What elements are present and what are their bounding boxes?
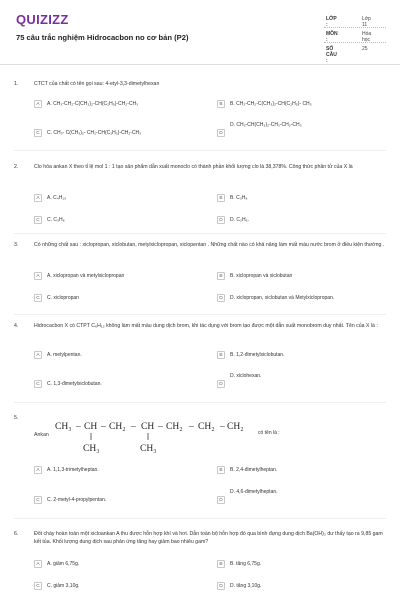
question-number: 3. [14, 242, 19, 248]
meta-divider [324, 42, 386, 43]
question-divider [14, 402, 386, 403]
option-letter-box[interactable]: B [217, 194, 225, 202]
option-text: C. C₃H₆ [47, 217, 65, 223]
option-letter-box[interactable]: D [217, 216, 225, 224]
question-divider [14, 150, 386, 151]
meta-class-value: Lớp 11 [362, 16, 371, 28]
option-text: A. metylpentan. [47, 352, 82, 358]
option-letter-box[interactable]: C [34, 294, 42, 302]
meta-count-label: SỐ CÂU : [326, 46, 337, 64]
option-letter-box[interactable]: A [34, 194, 42, 202]
meta-class-label: LỚP : [326, 16, 337, 28]
question-number: 1. [14, 81, 19, 87]
question-text: CTCT của chất có tên gọi sau: 4-etyl-3,3-dimetylhexan [34, 81, 160, 87]
formula-main-12: CH₂ [227, 422, 244, 432]
question-text: Đốt cháy hoàn toàn một xicloankan A thu được hỗn hợp khí và hơi. Dẫn toàn bộ hỗn hợp đó qua bình đựng dung dịch Ba(OH)₂ dư thấy tạo ra 9,85 gam kết tủa. Khối lượng dung dịch sau phản ứng tăng hay giảm bao nhiêu gam? [34, 531, 383, 545]
question-number: 5. [14, 415, 19, 421]
meta-divider [324, 27, 386, 28]
question-text: Hidrocacbon X có CTPT C₆H₁₂ không làm mất màu dung dịch brom, khi tác dụng với brom tạo được một dẫn xuất monobrom duy nhất. Tên của X là : [34, 323, 378, 329]
option-letter-box[interactable]: D [217, 496, 225, 504]
formula-main-1: – [76, 422, 81, 432]
option-letter-box[interactable]: C [34, 380, 42, 388]
option-text: D. tăng 3,10g. [230, 583, 262, 589]
option-text: B. tăng 6,75g. [230, 561, 262, 567]
option-text: D. xiclohexan. [230, 373, 262, 379]
formula-main-10: CH₂ [198, 422, 215, 432]
option-text: D. xiclopropan, xiclobutan và Metylxiclopropan. [230, 295, 335, 301]
formula-main-3: – [101, 422, 106, 432]
question-suffix: có tên là : [258, 430, 280, 436]
question-number: 6. [14, 531, 19, 537]
option-letter-box[interactable]: C [34, 216, 42, 224]
option-text: D. C₂H₆. [230, 217, 249, 223]
formula-branch-2: CH₃ [140, 444, 157, 454]
worksheet-title: 75 câu trắc nghiệm Hidrocacbon no cơ bản (P2) [16, 33, 189, 42]
option-text: A. xiclopropan và metylxiclopropan [47, 273, 125, 279]
formula-main-9: – [189, 422, 194, 432]
option-text: C. xiclopropan [47, 295, 79, 301]
formula-main-8: CH₂ [166, 422, 183, 432]
formula-main-4: CH₂ [109, 422, 126, 432]
app-logo: QUIZIZZ [16, 12, 69, 27]
option-letter-box[interactable]: C [34, 582, 42, 590]
option-letter-box[interactable]: D [217, 582, 225, 590]
option-letter-box[interactable]: C [34, 496, 42, 504]
option-text: A. C₄H₁₀ [47, 195, 67, 201]
structural-formula [55, 419, 295, 457]
structural-formula-svg [55, 419, 295, 457]
option-letter-box[interactable]: D [217, 129, 225, 137]
option-text: D. CH₃-CH(CH₃)₂-CH₂-CH₂-CH₃ [230, 122, 302, 128]
option-text: D. 4,6-đimetylheptan. [230, 489, 278, 495]
option-text: A. 1,1,3-trimetylheptan. [47, 467, 99, 473]
formula-main-2: CH [84, 422, 98, 432]
header-divider [0, 64, 400, 65]
option-text: B. 2,4-đimetylheptan. [230, 467, 278, 473]
option-text: C. giảm 3,10g. [47, 583, 80, 589]
formula-main-5: – [131, 422, 136, 432]
question-divider [14, 314, 386, 315]
option-text: B. xiclopropan và xiclobutan [230, 273, 293, 279]
option-letter-box[interactable]: A [34, 560, 42, 568]
question-text: Có những chất sau : xiclopropan, xiclobutan, metylxiclopropan, xiclopentan . Những chất nào có khả năng làm mất màu nước brom ở điều kiện thường . [34, 242, 385, 248]
option-text: B. 1,2-đimetylxiclobutan. [230, 352, 285, 358]
option-text: A. CH₃-CH₂-C(CH₃)₂-CH(C₂H₅)-CH₂-CH₃ [47, 101, 139, 107]
question-divider [14, 233, 386, 234]
meta-count-value: 25 [362, 46, 368, 52]
option-text: B. CH₃-CH₂-C(CH₃)₂-CH(C₂H₅)- CH₃ [230, 101, 312, 107]
formula-main-6: CH [141, 422, 155, 432]
formula-main-11: – [220, 422, 225, 432]
formula-branch-1: CH₃ [83, 444, 100, 454]
option-letter-box[interactable]: B [217, 100, 225, 108]
formula-main-0: CH₃ [55, 422, 72, 432]
option-text: A. giảm 6,75g. [47, 561, 80, 567]
formula-main-7: – [158, 422, 163, 432]
question-text: Clo hóa ankan X theo tỉ lệ mol 1 : 1 tạo sản phẩm dẫn xuất monoclo có thành phần khối lượng clo là 38,378%. Công thức phân tử của X là [34, 164, 353, 170]
option-text: B. C₃H₈ [230, 195, 248, 201]
option-letter-box[interactable]: D [217, 294, 225, 302]
option-text: C. 2-metyl-4-propylpentan. [47, 497, 107, 503]
question-divider [14, 518, 386, 519]
question-number: 4. [14, 323, 19, 329]
option-letter-box[interactable]: A [34, 100, 42, 108]
option-text: C. 1,3-đimetylxiclobutan. [47, 381, 102, 387]
option-letter-box[interactable]: B [217, 272, 225, 280]
option-letter-box[interactable]: A [34, 466, 42, 474]
option-letter-box[interactable]: B [217, 351, 225, 359]
meta-subject-label: MÔN : [326, 31, 338, 43]
option-letter-box[interactable]: B [217, 466, 225, 474]
option-letter-box[interactable]: C [34, 129, 42, 137]
option-letter-box[interactable]: A [34, 351, 42, 359]
question-prefix: Ankan [34, 432, 49, 438]
meta-subject-value: Hóa học [362, 31, 372, 43]
option-letter-box[interactable]: A [34, 272, 42, 280]
question-number: 2. [14, 164, 19, 170]
option-letter-box[interactable]: B [217, 560, 225, 568]
option-letter-box[interactable]: D [217, 380, 225, 388]
option-text: C. CH₃- C(CH₃)₂- CH₂-CH(C₂H₅)-CH₂-CH₃ [47, 130, 142, 136]
